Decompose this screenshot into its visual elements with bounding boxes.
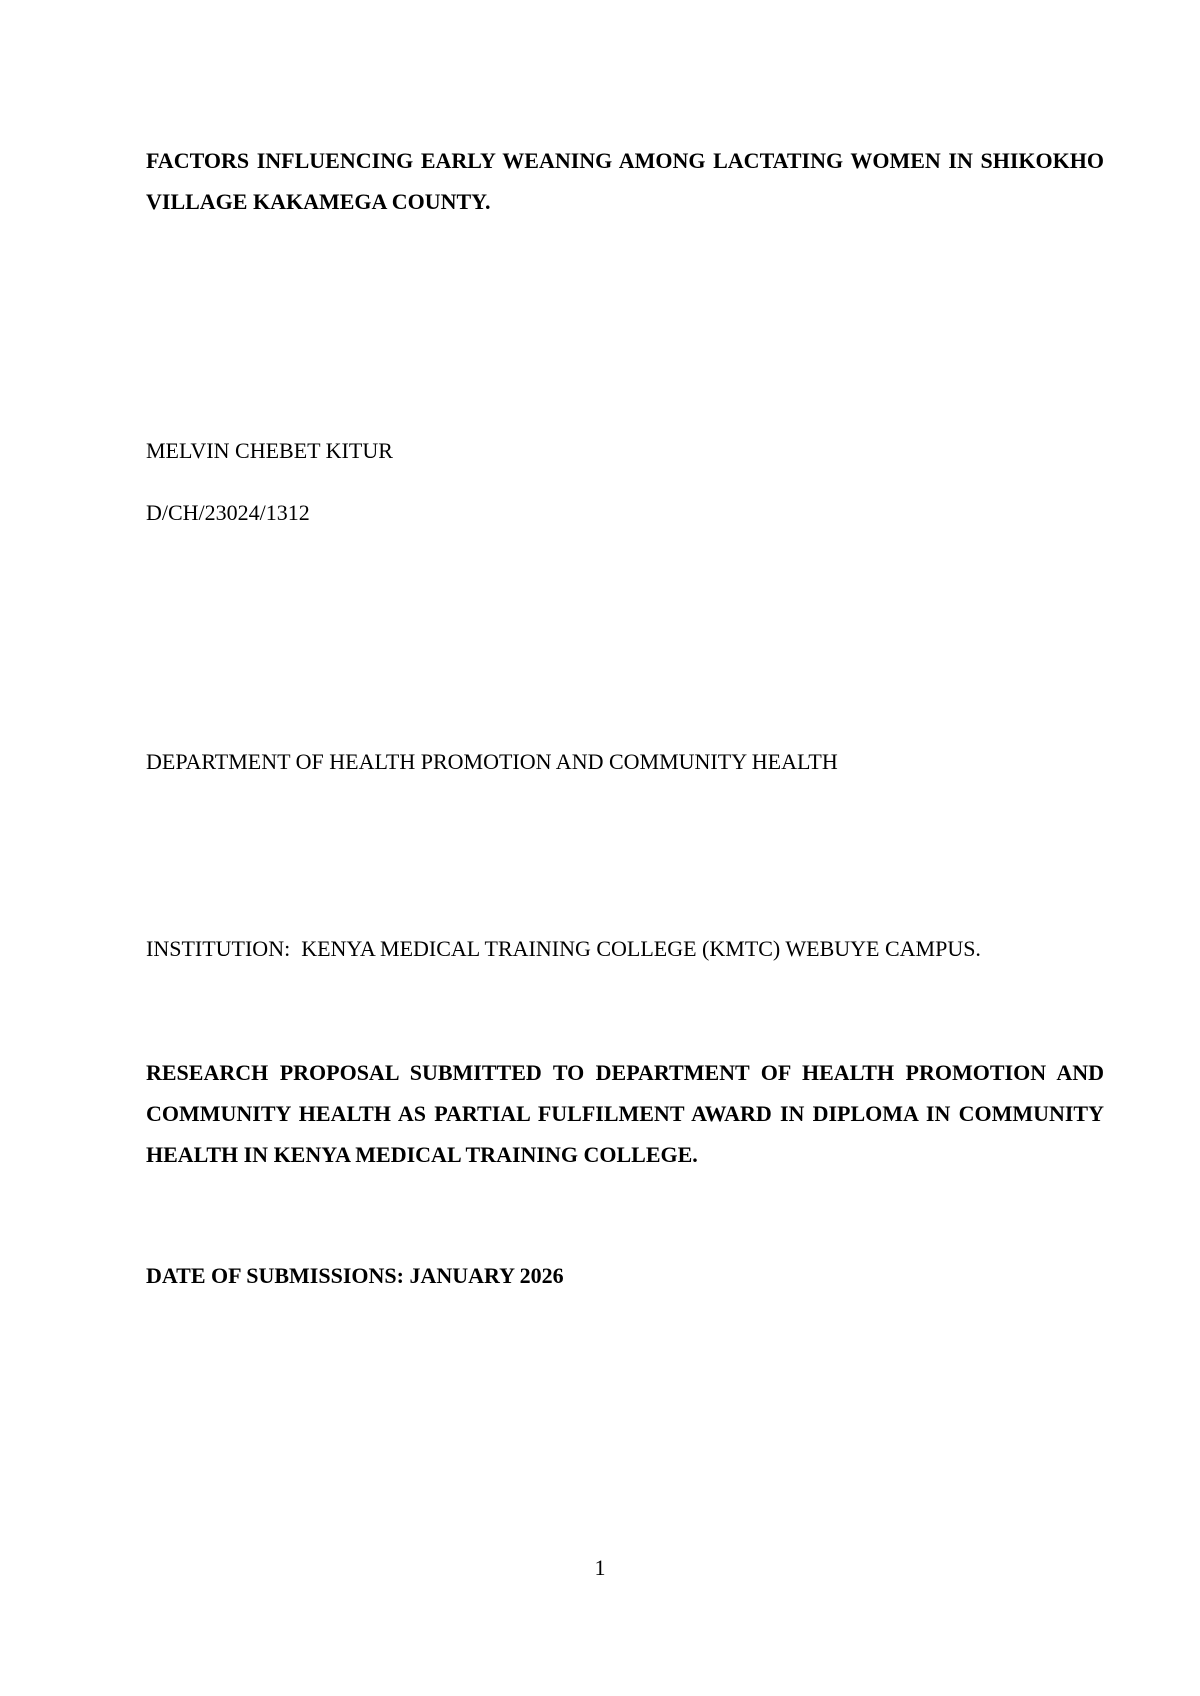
document-title: FACTORS INFLUENCING EARLY WEANING AMONG LACTATING WOMEN IN SHIKOKHO VILLAGE KAKAMEGA COUNTY. (146, 148, 1104, 214)
submission-statement: RESEARCH PROPOSAL SUBMITTED TO DEPARTMENT OF HEALTH PROMOTION AND COMMUNITY HEALTH AS PARTIAL FULFILMENT AWARD IN DIPLOMA IN COMMUNITY HEALTH IN KENYA MEDICAL TRAINING COLLEGE. (146, 1060, 1104, 1167)
department-name: DEPARTMENT OF HEALTH PROMOTION AND COMMUNITY HEALTH (146, 749, 838, 774)
institution-name: INSTITUTION: KENYA MEDICAL TRAINING COLLEGE (KMTC) WEBUYE CAMPUS. (146, 936, 981, 961)
page-number: 1 (594, 1555, 606, 1580)
author-name: MELVIN CHEBET KITUR (146, 438, 393, 463)
registration-number: D/CH/23024/1312 (146, 500, 310, 525)
submission-date: DATE OF SUBMISSIONS: JANUARY 2026 (146, 1263, 564, 1288)
author-section (146, 430, 1104, 554)
